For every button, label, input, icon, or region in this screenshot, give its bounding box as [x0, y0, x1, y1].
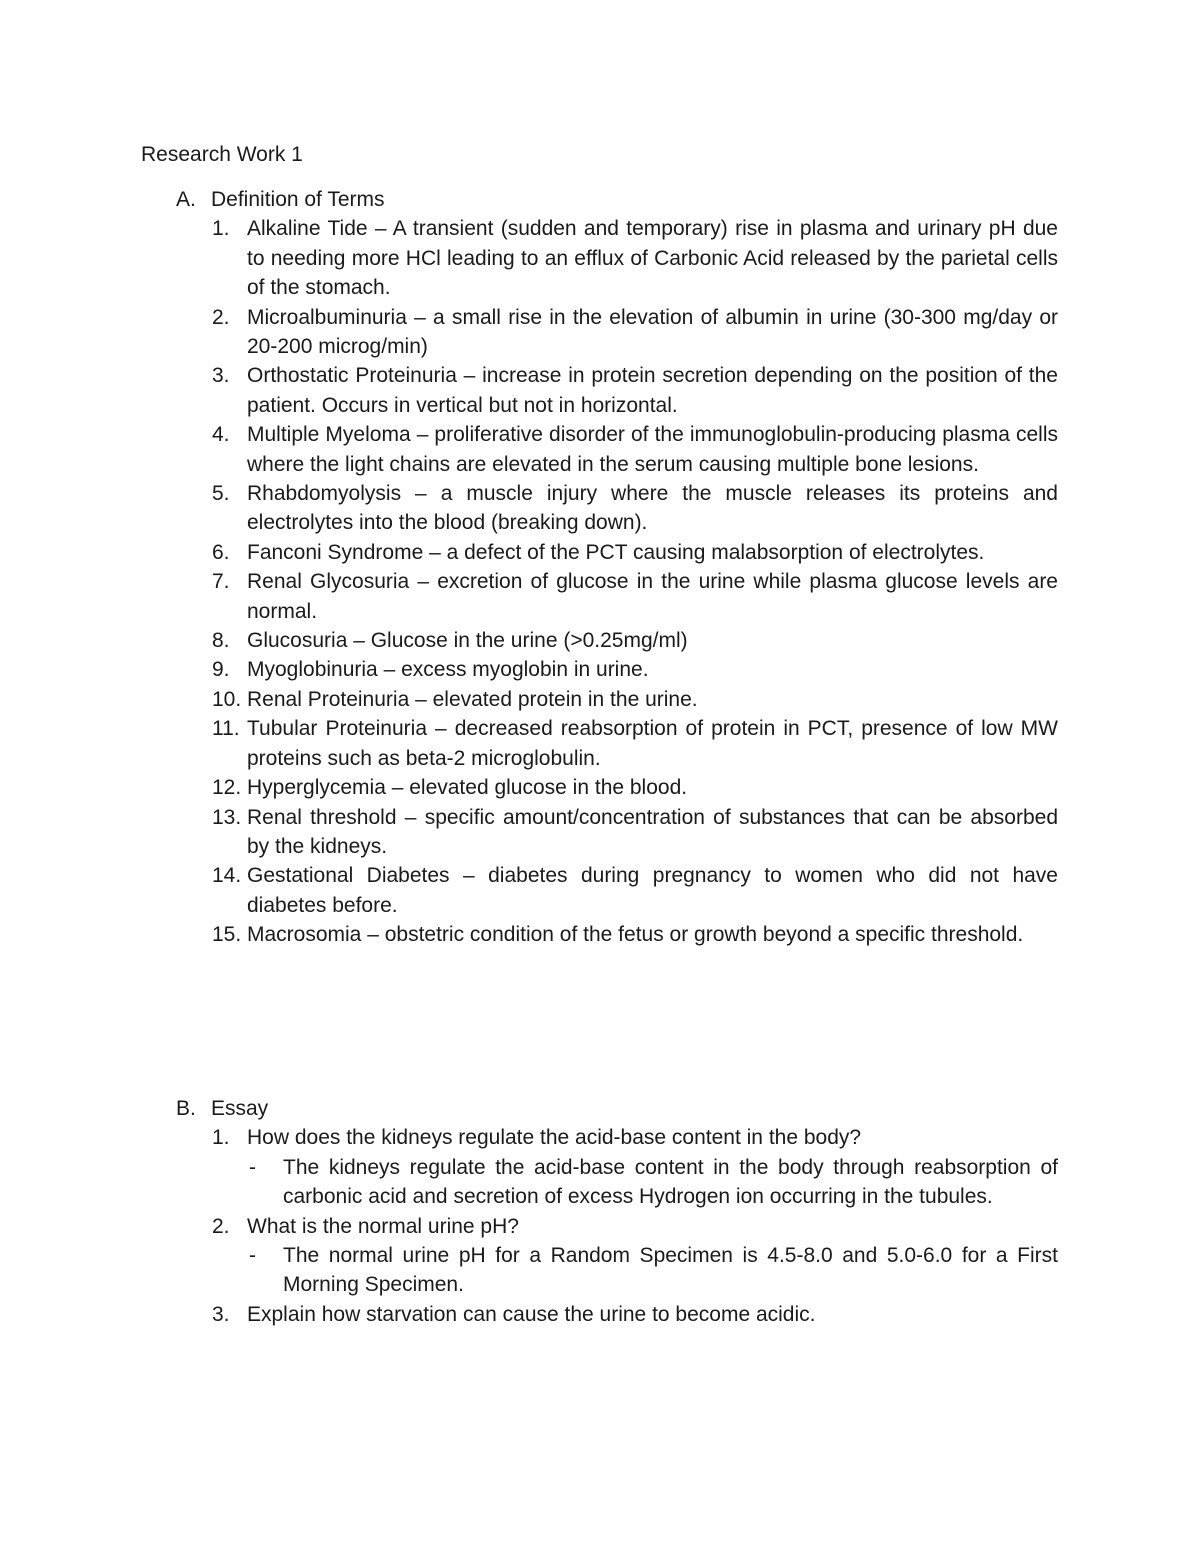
item-number: 1.	[212, 217, 230, 241]
essay-answer	[176, 1241, 1058, 1300]
list-item	[176, 773, 1058, 802]
section-essay	[176, 1094, 1058, 1329]
essay-question	[176, 1212, 1058, 1241]
list-item	[176, 803, 1058, 862]
list-item	[176, 479, 1058, 538]
essay-answer	[176, 1153, 1058, 1212]
list-item	[176, 361, 1058, 420]
term-definition: Orthostatic Proteinuria – increase in protein secretion depending on the position of the patient. Occurs in vertical but not in horizontal.	[247, 364, 1058, 417]
essay-question	[176, 1300, 1058, 1329]
essay-question	[176, 1123, 1058, 1152]
term-definition: Hyperglycemia – elevated glucose in the blood.	[247, 776, 688, 800]
section-heading-text: Definition of Terms	[211, 188, 385, 211]
section-letter: B.	[176, 1097, 196, 1120]
item-number: 3.	[212, 364, 230, 388]
item-number: 12.	[212, 776, 242, 800]
list-item	[176, 626, 1058, 655]
term-definition: Renal threshold – specific amount/concentration of substances that can be absorbed by the kidneys.	[247, 805, 1058, 858]
list-item	[176, 655, 1058, 684]
answer-text: The kidneys regulate the acid-base content in the body through reabsorption of carbonic acid and secretion of excess Hydrogen ion occurring in the tubules.	[283, 1155, 1058, 1209]
item-number: 5.	[212, 482, 230, 506]
section-definition-of-terms	[176, 185, 1058, 950]
list-item	[176, 714, 1058, 773]
answer-dash: -	[249, 1155, 256, 1179]
list-item	[176, 303, 1058, 362]
item-number: 2.	[212, 305, 230, 329]
item-number: 7.	[212, 570, 230, 594]
section-heading	[176, 185, 1058, 214]
term-definition: Gestational Diabetes – diabetes during pregnancy to women who did not have diabetes before.	[247, 864, 1058, 917]
section-heading-text: Essay	[211, 1097, 269, 1120]
item-number: 13.	[212, 805, 242, 829]
term-definition: Macrosomia – obstetric condition of the fetus or growth beyond a specific threshold.	[247, 923, 1024, 947]
section-heading	[176, 1094, 1058, 1123]
list-item	[176, 538, 1058, 567]
item-number: 3.	[212, 1302, 230, 1326]
list-item	[176, 861, 1058, 920]
list-item	[176, 567, 1058, 626]
essay-question-list	[176, 1123, 1058, 1329]
list-item	[176, 685, 1058, 714]
question-text: What is the normal urine pH?	[247, 1214, 519, 1238]
term-definition: Fanconi Syndrome – a defect of the PCT causing malabsorption of electrolytes.	[247, 540, 985, 564]
answer-text: The normal urine pH for a Random Specimen is 4.5-8.0 and 5.0-6.0 for a First Morning Specimen.	[283, 1244, 1058, 1297]
item-number: 8.	[212, 629, 230, 653]
item-number: 14.	[212, 864, 242, 888]
list-item	[176, 920, 1058, 949]
item-number: 1.	[212, 1126, 230, 1150]
terms-list	[176, 214, 1058, 949]
item-number: 15.	[212, 923, 242, 947]
term-definition: Alkaline Tide – A transient (sudden and temporary) rise in plasma and urinary pH due to needing more HCl leading to an efflux of Carbonic Acid released by the parietal cells of the stomach.	[247, 217, 1058, 300]
term-definition: Rhabdomyolysis – a muscle injury where the muscle releases its proteins and electrolytes into the blood (breaking down).	[247, 482, 1058, 535]
item-number: 10.	[212, 687, 242, 711]
document-title: Research Work 1	[141, 143, 303, 166]
term-definition: Myoglobinuria – excess myoglobin in urine.	[247, 658, 649, 682]
term-definition: Renal Glycosuria – excretion of glucose in the urine while plasma glucose levels are normal.	[247, 570, 1058, 623]
term-definition: Tubular Proteinuria – decreased reabsorption of protein in PCT, presence of low MW proteins such as beta-2 microglobulin.	[247, 717, 1058, 770]
section-letter: A.	[176, 188, 196, 211]
question-text: How does the kidneys regulate the acid-base content in the body?	[247, 1126, 862, 1150]
term-definition: Renal Proteinuria – elevated protein in the urine.	[247, 687, 698, 711]
item-number: 11.	[212, 717, 240, 741]
question-text: Explain how starvation can cause the urine to become acidic.	[247, 1302, 816, 1326]
item-number: 9.	[212, 658, 230, 682]
term-definition: Microalbuminuria – a small rise in the elevation of albumin in urine (30-300 mg/day or 20-200 microg/min)	[247, 305, 1058, 359]
answer-dash: -	[249, 1244, 256, 1268]
item-number: 6.	[212, 540, 230, 564]
term-definition: Multiple Myeloma – proliferative disorder of the immunoglobulin-producing plasma cells where the light chains are elevated in the serum causing multiple bone lesions.	[247, 423, 1058, 476]
list-item	[176, 420, 1058, 479]
item-number: 4.	[212, 423, 230, 447]
item-number: 2.	[212, 1214, 230, 1238]
list-item	[176, 214, 1058, 302]
term-definition: Glucosuria – Glucose in the urine (>0.25mg/ml)	[247, 629, 688, 653]
